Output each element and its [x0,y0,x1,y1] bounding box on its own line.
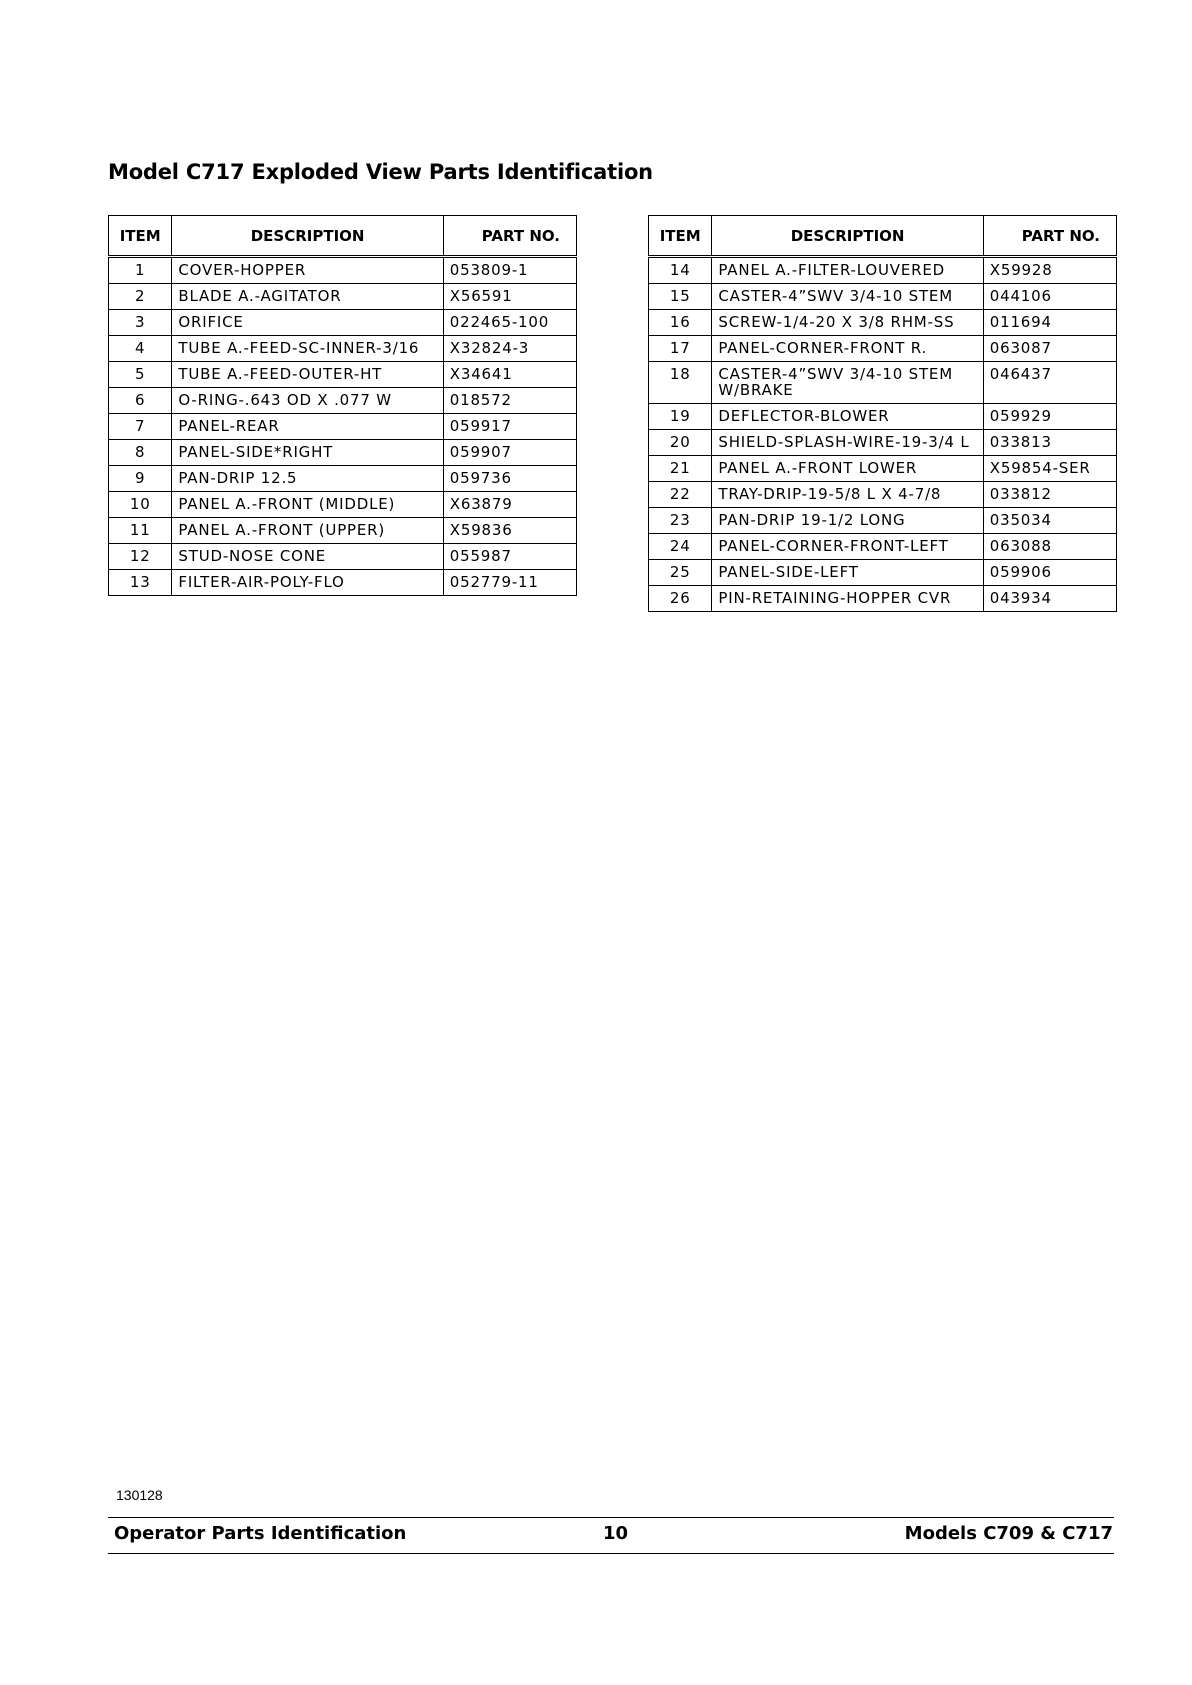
table-row [109,570,577,596]
part-number: X56591 [443,284,576,310]
part-number: 063087 [983,336,1116,362]
table-row [649,362,1117,404]
item-number: 18 [649,362,712,404]
table-row [649,257,1117,284]
item-number: 13 [109,570,172,596]
part-number: 018572 [443,388,576,414]
table-row [649,310,1117,336]
table-row [109,388,577,414]
item-number: 7 [109,414,172,440]
item-number: 4 [109,336,172,362]
page-number: 10 [603,1523,629,1544]
table-row [109,544,577,570]
table-row [109,336,577,362]
part-number: 033812 [983,482,1116,508]
footer-models: Models C709 & C717 [904,1523,1113,1544]
item-column-header: ITEM [109,216,172,257]
table-row [109,492,577,518]
item-number: 2 [109,284,172,310]
part-description: PANEL-CORNER-FRONT-LEFT [712,534,983,560]
part-number: X32824-3 [443,336,576,362]
item-number: 15 [649,284,712,310]
item-number: 1 [109,257,172,284]
page-title: Model C717 Exploded View Parts Identification [108,160,653,184]
part-number: 046437 [983,362,1116,404]
parts-table-right-body [649,257,1117,612]
table-row [109,257,577,284]
part-description: PANEL A.-FRONT (MIDDLE) [172,492,443,518]
part-description: PANEL-CORNER-FRONT R. [712,336,983,362]
part-number: 053809-1 [443,257,576,284]
table-row [649,284,1117,310]
description-column-header: DESCRIPTION [712,216,983,257]
part-number: 052779-11 [443,570,576,596]
table-row [649,560,1117,586]
item-number: 20 [649,430,712,456]
footer-section-title: Operator Parts Identification [114,1523,407,1544]
part-number: 059736 [443,466,576,492]
item-number: 25 [649,560,712,586]
part-description: CASTER-4”SWV 3/4-10 STEM [712,284,983,310]
table-header-row [649,216,1117,257]
part-number-column-header: PART NO. [983,216,1116,257]
item-number: 3 [109,310,172,336]
item-column-header: ITEM [649,216,712,257]
part-description: TUBE A.-FEED-OUTER-HT [172,362,443,388]
parts-table-left [108,215,577,596]
parts-table-left-body [109,257,577,596]
part-description: STUD-NOSE CONE [172,544,443,570]
part-number: X63879 [443,492,576,518]
table-row [109,518,577,544]
item-number: 24 [649,534,712,560]
part-description: COVER-HOPPER [172,257,443,284]
item-number: 12 [109,544,172,570]
table-row [109,414,577,440]
part-description: PANEL A.-FRONT LOWER [712,456,983,482]
part-number: X59928 [983,257,1116,284]
part-number: X34641 [443,362,576,388]
description-column-header: DESCRIPTION [172,216,443,257]
footer-top-rule [108,1517,1114,1518]
part-description: PANEL-SIDE-LEFT [712,560,983,586]
item-number: 10 [109,492,172,518]
item-number: 11 [109,518,172,544]
part-number: 011694 [983,310,1116,336]
part-number: 022465-100 [443,310,576,336]
part-number: 059907 [443,440,576,466]
table-row [109,440,577,466]
part-description: PAN-DRIP 12.5 [172,466,443,492]
part-number: 063088 [983,534,1116,560]
part-number: 033813 [983,430,1116,456]
document-code: 130128 [116,1487,163,1503]
part-number: 044106 [983,284,1116,310]
item-number: 19 [649,404,712,430]
table-row [649,482,1117,508]
table-row [649,456,1117,482]
part-description: TRAY-DRIP-19-5/8 L X 4-7/8 [712,482,983,508]
part-description: PANEL A.-FILTER-LOUVERED [712,257,983,284]
item-number: 14 [649,257,712,284]
part-description: SHIELD-SPLASH-WIRE-19-3/4 L [712,430,983,456]
footer-bottom-rule [108,1553,1114,1554]
part-description: PANEL-REAR [172,414,443,440]
part-number: 059917 [443,414,576,440]
part-description: FILTER-AIR-POLY-FLO [172,570,443,596]
item-number: 26 [649,586,712,612]
part-description: ORIFICE [172,310,443,336]
part-description: CASTER-4”SWV 3/4-10 STEM W/BRAKE [712,362,983,404]
table-row [109,466,577,492]
part-description: PIN-RETAINING-HOPPER CVR [712,586,983,612]
part-description: PAN-DRIP 19-1/2 LONG [712,508,983,534]
part-description: BLADE A.-AGITATOR [172,284,443,310]
item-number: 6 [109,388,172,414]
table-row [649,336,1117,362]
part-number: 055987 [443,544,576,570]
part-description: PANEL A.-FRONT (UPPER) [172,518,443,544]
table-row [109,362,577,388]
part-number: X59836 [443,518,576,544]
item-number: 17 [649,336,712,362]
part-description: O-RING-.643 OD X .077 W [172,388,443,414]
part-description: PANEL-SIDE*RIGHT [172,440,443,466]
table-row [649,586,1117,612]
table-row [649,404,1117,430]
table-header-row [109,216,577,257]
item-number: 5 [109,362,172,388]
item-number: 16 [649,310,712,336]
part-number: X59854-SER [983,456,1116,482]
table-row [649,508,1117,534]
table-row [649,430,1117,456]
parts-table-right [648,215,1117,612]
part-number: 059906 [983,560,1116,586]
part-description: TUBE A.-FEED-SC-INNER-3/16 [172,336,443,362]
item-number: 9 [109,466,172,492]
table-row [109,284,577,310]
table-row [649,534,1117,560]
part-number: 043934 [983,586,1116,612]
part-description: DEFLECTOR-BLOWER [712,404,983,430]
part-number: 035034 [983,508,1116,534]
part-description: SCREW-1/4-20 X 3/8 RHM-SS [712,310,983,336]
part-number-column-header: PART NO. [443,216,576,257]
item-number: 23 [649,508,712,534]
item-number: 8 [109,440,172,466]
table-row [109,310,577,336]
item-number: 21 [649,456,712,482]
part-number: 059929 [983,404,1116,430]
item-number: 22 [649,482,712,508]
